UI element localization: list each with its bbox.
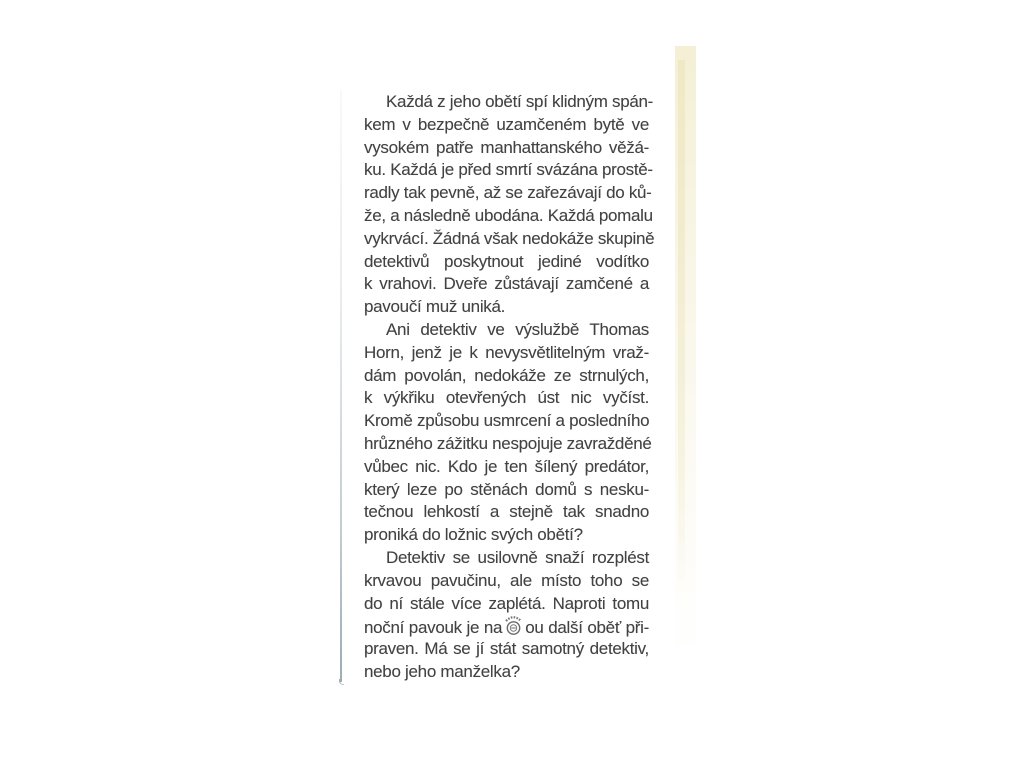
text-line: dám povolán, nedokáže ze strnulých, <box>364 365 649 385</box>
text-line: krvavou pavučinu, ale místo toho se <box>364 570 649 590</box>
text-line: detektivů poskytnout jediné vodítko <box>364 251 649 271</box>
text-line: praven. Má se jí stát samotný detektiv, <box>364 639 649 659</box>
text-line: vykrvácí. Žádná však nedokáže skupině <box>364 228 655 248</box>
page-right-edge-cream-band-core <box>678 60 685 580</box>
text-line: Ani detektiv ve výslužbě Thomas <box>386 319 649 339</box>
text-line: vůbec nic. Kdo je ten šílený predátor, <box>364 456 649 476</box>
text-line: pavoučí muž uniká. <box>364 297 506 317</box>
text-line: k výkřiku otevřených úst nic vyčíst. <box>364 388 649 408</box>
page-left-edge-scan-line-hook <box>339 679 344 685</box>
text-line: ku. Každá je před smrtí svázána prostě- <box>364 160 653 180</box>
text-line-with-stamp <box>364 615 649 638</box>
text-line: že, a následně ubodána. Každá pomalu <box>364 205 653 225</box>
stamp-line-pre-text: noční pavouk je na <box>364 618 503 638</box>
text-line: tečnou lehkostí a stejně tak snadno <box>364 502 649 522</box>
text-line: Detektiv se usilovně snaží rozplést <box>386 547 649 567</box>
text-line: Kromě způsobu usmrcení a posledního <box>364 411 650 431</box>
text-line: hrůzného zážitku nespojuje zavražděné <box>364 433 652 453</box>
blurb-text-block <box>364 91 655 684</box>
page-left-edge-scan-line <box>340 90 342 682</box>
text-line: kem v bezpečně uzamčeném bytě ve <box>364 114 649 134</box>
stamp-line-post-text: ou další oběť při- <box>525 618 649 638</box>
text-line: vysokém patře manhattanského věžá- <box>364 137 649 157</box>
text-line: Každá z jeho obětí spí klidným spán- <box>386 92 654 111</box>
text-line: radly tak pevně, až se zařezávají do ků- <box>364 183 652 203</box>
text-line: proniká do ložnic svých obětí? <box>364 525 583 545</box>
text-line: který leze po stěnách domů s nesku- <box>364 479 649 499</box>
text-line: Horn, jenž je k nevysvětlitelným vraž- <box>364 342 649 362</box>
text-line: k vrahovi. Dveře zůstávají zamčené a <box>364 274 649 294</box>
watermark-stamp-icon <box>502 615 525 639</box>
text-line: do ní stále více zaplétá. Naproti tomu <box>364 593 649 613</box>
text-line: nebo jeho manželka? <box>364 661 520 681</box>
